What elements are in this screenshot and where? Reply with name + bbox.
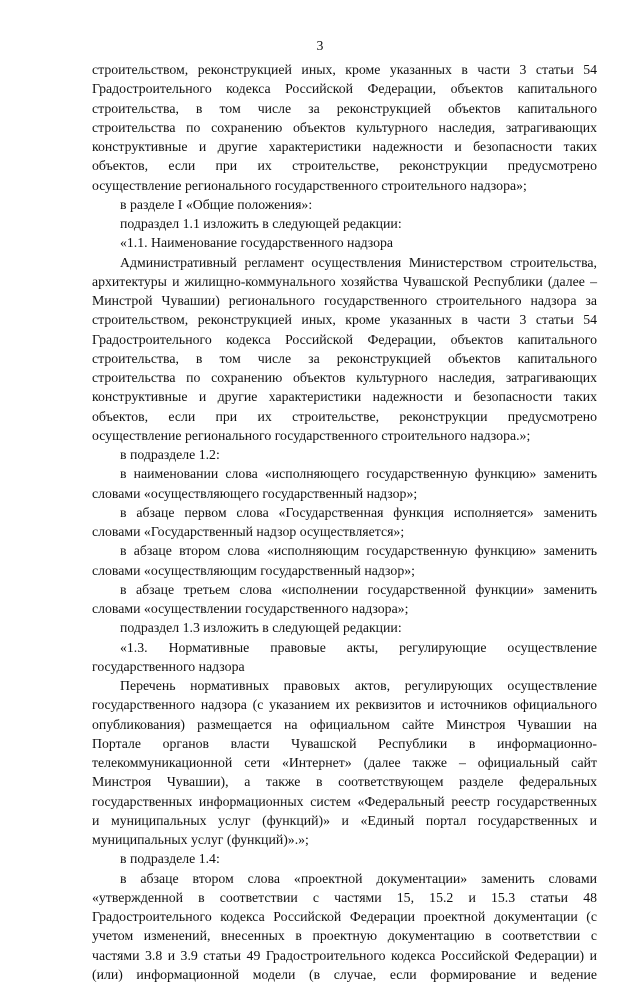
text-line: в разделе I «Общие положения»: <box>92 195 597 214</box>
text-line: в абзаце втором слова «проектной документации» заменить словами <box>92 869 597 888</box>
text-line: подраздел 1.3 изложить в следующей редакции: <box>92 618 597 637</box>
paragraph <box>92 638 597 677</box>
text-line: Минстроя Чувашии), а также в соответствующем разделе федеральных <box>92 772 597 791</box>
paragraph <box>92 233 597 252</box>
document-body <box>92 60 597 984</box>
text-line: муниципальных услуг (функций)».»; <box>92 830 597 849</box>
text-line: (или) информационной модели (в случае, если формирование и ведение <box>92 965 597 984</box>
paragraph <box>92 503 597 542</box>
text-line: Градостроительного кодекса Российской Федерации, объектов капитального <box>92 330 597 349</box>
text-line: государственных информационных систем «Федеральный реестр государственных <box>92 792 597 811</box>
page-number: 3 <box>0 38 640 54</box>
paragraph <box>92 580 597 619</box>
paragraph <box>92 618 597 637</box>
text-line: словами «Государственный надзор осуществляется»; <box>92 522 597 541</box>
text-line: Градостроительного кодекса Российской Федерации проектной документации (с <box>92 907 597 926</box>
text-line: в абзаце третьем слова «исполнении государственной функции» заменить <box>92 580 597 599</box>
text-line: осуществление регионального государственного строительного надзора.»; <box>92 426 597 445</box>
text-line: учетом изменений, внесенных в проектную документацию в соответствии с <box>92 926 597 945</box>
paragraph <box>92 60 597 195</box>
text-line: Градостроительного кодекса Российской Федерации, объектов капитального <box>92 79 597 98</box>
text-line: опубликования) размещается на официальном сайте Минстроя Чувашии на <box>92 715 597 734</box>
text-line: Административный регламент осуществления Министерством строительства, <box>92 253 597 272</box>
text-line: в подразделе 1.2: <box>92 445 597 464</box>
text-line: конструктивные и другие характеристики надежности и безопасности таких <box>92 387 597 406</box>
text-line: словами «осуществляющего государственный надзор»; <box>92 484 597 503</box>
text-line: конструктивные и другие характеристики надежности и безопасности таких <box>92 137 597 156</box>
text-line: «1.1. Наименование государственного надзора <box>92 233 597 252</box>
text-line: объектов, если при их строительстве, реконструкции предусмотрено <box>92 407 597 426</box>
text-line: «1.3. Нормативные правовые акты, регулирующие осуществление <box>92 638 597 657</box>
text-line: осуществление регионального государственного строительного надзора»; <box>92 176 597 195</box>
paragraph <box>92 541 597 580</box>
text-line: в подразделе 1.4: <box>92 849 597 868</box>
paragraph <box>92 869 597 984</box>
text-line: государственного надзора (с указанием их реквизитов и источников официального <box>92 695 597 714</box>
text-line: телекоммуникационной сети «Интернет» (далее также – официальный сайт <box>92 753 597 772</box>
text-line: строительства, в том числе за реконструкцией объектов капитального <box>92 99 597 118</box>
text-line: частями 3.8 и 3.9 статьи 49 Градостроительного кодекса Российской Федерации) и <box>92 946 597 965</box>
text-line: архитектуры и жилищно-коммунального хозяйства Чувашской Республики (далее – <box>92 272 597 291</box>
text-line: государственного надзора <box>92 657 597 676</box>
text-line: в наименовании слова «исполняющего государственную функцию» заменить <box>92 464 597 483</box>
text-line: Портале органов власти Чувашской Республики в информационно- <box>92 734 597 753</box>
text-line: строительства по сохранению объектов культурного наследия, затрагивающих <box>92 368 597 387</box>
text-line: словами «осуществляющим государственный надзор»; <box>92 561 597 580</box>
text-line: «утвержденной в соответствии с частями 15, 15.2 и 15.3 статьи 48 <box>92 888 597 907</box>
text-line: в абзаце втором слова «исполняющим государственную функцию» заменить <box>92 541 597 560</box>
paragraph <box>92 849 597 868</box>
paragraph <box>92 253 597 446</box>
paragraph <box>92 214 597 233</box>
text-line: строительством, реконструкцией иных, кроме указанных в части 3 статьи 54 <box>92 60 597 79</box>
text-line: словами «осуществлении государственного надзора»; <box>92 599 597 618</box>
text-line: Минстрой Чувашии) регионального государственного строительного надзора за <box>92 291 597 310</box>
text-line: объектов, если при их строительстве, реконструкции предусмотрено <box>92 156 597 175</box>
paragraph <box>92 445 597 464</box>
text-line: строительства, в том числе за реконструкцией объектов капитального <box>92 349 597 368</box>
text-line: и муниципальных услуг (функций)» и «Единый портал государственных и <box>92 811 597 830</box>
text-line: подраздел 1.1 изложить в следующей редакции: <box>92 214 597 233</box>
text-line: строительством, реконструкцией иных, кроме указанных в части 3 статьи 54 <box>92 310 597 329</box>
text-line: Перечень нормативных правовых актов, регулирующих осуществление <box>92 676 597 695</box>
text-line: строительства по сохранению объектов культурного наследия, затрагивающих <box>92 118 597 137</box>
paragraph <box>92 676 597 849</box>
paragraph <box>92 464 597 503</box>
paragraph <box>92 195 597 214</box>
text-line: в абзаце первом слова «Государственная функция исполняется» заменить <box>92 503 597 522</box>
